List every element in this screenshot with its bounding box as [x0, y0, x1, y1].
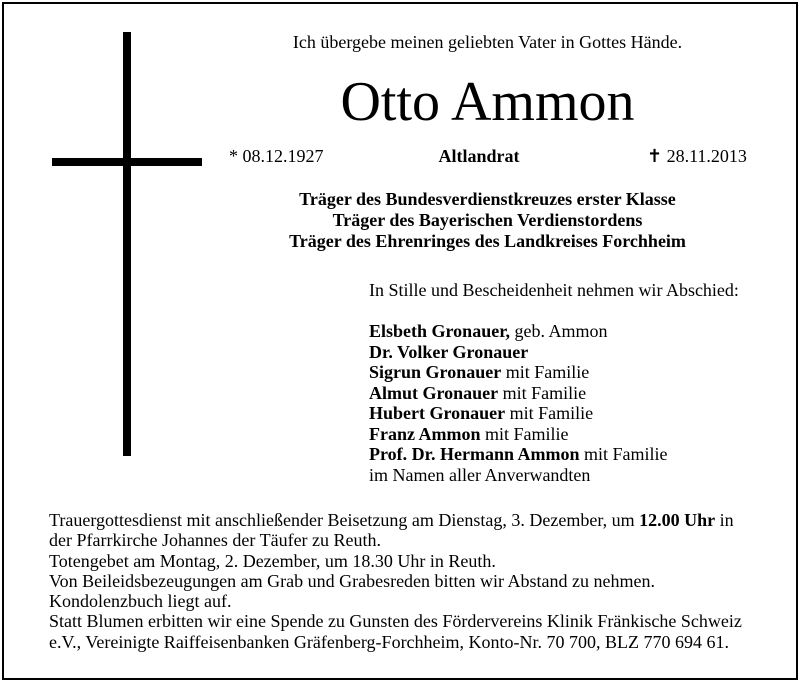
- mourner-row: [369, 403, 668, 424]
- honors-list: [0, 189, 800, 252]
- mourner-row: [369, 424, 668, 445]
- notice-line: e.V., Vereinigte Raiffeisenbanken Gräfenberg-Forchheim, Konto-Nr. 70 700, BLZ 770 694 61.: [49, 631, 730, 652]
- mourner-row: [369, 444, 668, 465]
- honor-item: Träger des Ehrenringes des Landkreises Forchheim: [289, 231, 686, 251]
- notice-line: Von Beileidsbezeugungen am Grab und Grabesreden bitten wir Abstand zu nehmen.: [49, 570, 656, 591]
- intro-text: Ich übergebe meinen geliebten Vater in Gottes Hände.: [292, 32, 683, 52]
- notice-text: Trauergottesdienst mit anschließender Beisetzung am Dienstag, 3. Dezember, um: [49, 510, 640, 530]
- mourner-name: Franz Ammon: [369, 423, 481, 444]
- mourner-suffix: geb. Ammon: [510, 321, 608, 341]
- deceased-title: Altlandrat: [438, 146, 520, 166]
- notice-line: [49, 510, 742, 530]
- mourners-closing: im Namen aller Anverwandten: [369, 464, 591, 485]
- birth-date: * 08.12.1927: [229, 146, 324, 166]
- notice-line: Kondolenzbuch liegt auf.: [49, 591, 232, 612]
- mourner-suffix: mit Familie: [501, 362, 590, 382]
- mourner-row: [369, 321, 668, 342]
- mourner-row: [369, 383, 668, 404]
- notice-line: der Pfarrkirche Johannes der Täufer zu Reuth.: [49, 530, 382, 551]
- mourner-name: Elsbeth Gronauer,: [369, 321, 511, 341]
- notice-text: in: [715, 510, 734, 530]
- service-time: 12.00 Uhr: [639, 510, 716, 530]
- mourner-name: Almut Gronauer: [369, 382, 499, 403]
- notice-line: Statt Blumen erbitten wir eine Spende zu Gunsten des Fördervereins Klinik Fränkische Schweiz: [49, 611, 742, 632]
- mourner-name: Prof. Dr. Hermann Ammon: [369, 444, 580, 464]
- deceased-name: Otto Ammon: [340, 71, 635, 133]
- mourner-row: [369, 342, 668, 363]
- mourner-suffix: mit Familie: [480, 423, 569, 444]
- notice-line: Totengebet am Montag, 2. Dezember, um 18.30 Uhr in Reuth.: [49, 550, 496, 571]
- mourner-name: Dr. Volker Gronauer: [369, 341, 529, 362]
- funeral-notice: [49, 510, 742, 652]
- mourner-suffix: mit Familie: [498, 382, 587, 403]
- mourner-name: Hubert Gronauer: [369, 403, 506, 423]
- farewell-text: In Stille und Bescheidenheit nehmen wir Abschied:: [369, 280, 739, 300]
- mourner-suffix: mit Familie: [579, 444, 668, 464]
- mourner-row: [369, 362, 668, 383]
- death-date: ✝ 28.11.2013: [647, 146, 747, 166]
- mourners-list: [369, 321, 668, 485]
- honor-item: Träger des Bayerischen Verdienstordens: [332, 210, 643, 230]
- mourner-suffix: mit Familie: [505, 403, 594, 423]
- honor-item: Träger des Bundesverdienstkreuzes erster Klasse: [299, 189, 676, 209]
- mourner-name: Sigrun Gronauer: [369, 362, 502, 382]
